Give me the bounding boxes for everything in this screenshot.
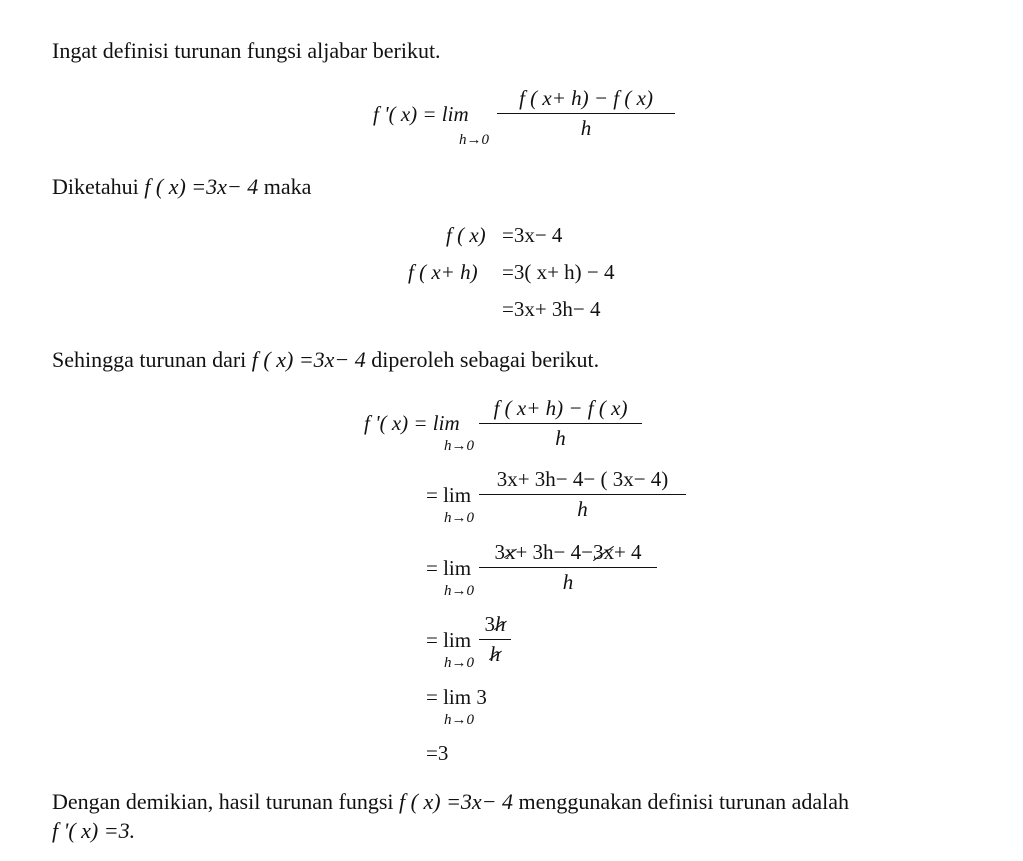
conclusion-result: f '( x) =3. bbox=[52, 818, 136, 843]
step-3-subscript: h→0 bbox=[444, 583, 474, 599]
given-line-1-lhs bbox=[446, 222, 486, 248]
step-3-lhs: = lim bbox=[426, 556, 472, 580]
step-1-fraction bbox=[479, 396, 642, 451]
cancelled-x-1: x bbox=[504, 540, 516, 564]
step-4-numerator bbox=[479, 612, 511, 640]
given-line-2-lhs-text: f ( x+ h) bbox=[408, 260, 478, 284]
given-suffix: maka bbox=[258, 174, 312, 199]
derivation-suffix: diperoleh sebagai berikut. bbox=[365, 347, 600, 372]
conclusion-function: f ( x) =3x− 4 bbox=[399, 789, 514, 814]
definition-lhs bbox=[373, 101, 469, 127]
step-1-denominator: h bbox=[555, 426, 566, 450]
step-1-lhs bbox=[364, 410, 460, 436]
step-2-numerator: 3x+ 3h− 4− ( 3x− 4) bbox=[479, 467, 686, 495]
step-3-fraction bbox=[479, 540, 657, 595]
definition-numerator: f ( x+ h) − f ( x) bbox=[497, 86, 675, 114]
given-line-2-lhs bbox=[408, 259, 478, 285]
given-paragraph bbox=[52, 172, 311, 202]
given-line-1-rhs: =3x− 4 bbox=[502, 223, 563, 247]
step-6-result: =3 bbox=[426, 741, 449, 765]
given-line-1-lhs-text: f ( x) bbox=[446, 223, 486, 247]
step-5-subscript: h→0 bbox=[444, 712, 474, 728]
step-2-denominator: h bbox=[577, 497, 588, 521]
conclusion-line-1 bbox=[52, 787, 849, 817]
conclusion-line-2 bbox=[52, 816, 135, 846]
definition-limit-subscript: h→0 bbox=[459, 132, 489, 148]
step-4-num-3: 3 bbox=[484, 612, 495, 636]
conclusion-prefix: Dengan demikian, hasil turunan fungsi bbox=[52, 789, 400, 814]
step-2-fraction bbox=[479, 467, 686, 522]
derivation-paragraph bbox=[52, 345, 599, 375]
cancelled-h-bottom: h bbox=[489, 642, 501, 666]
given-function: f ( x) =3x− 4 bbox=[144, 174, 259, 199]
cancelled-3x: 3x bbox=[592, 540, 614, 564]
definition-fraction bbox=[497, 86, 675, 141]
derivation-prefix: Sehingga turunan dari bbox=[52, 347, 252, 372]
step-3-num-part-a: 3 bbox=[494, 540, 505, 564]
given-prefix: Diketahui bbox=[52, 174, 145, 199]
definition-denominator: h bbox=[580, 116, 592, 140]
step-3-numerator bbox=[479, 540, 657, 568]
step-2-lhs: = lim bbox=[426, 483, 472, 507]
derivation-function: f ( x) =3x− 4 bbox=[251, 347, 366, 372]
step-4-subscript: h→0 bbox=[444, 655, 474, 671]
step-1-lhs-text: f '( x) = lim bbox=[364, 411, 460, 435]
step-3-denominator: h bbox=[562, 570, 574, 594]
step-1-numerator: f ( x+ h) − f ( x) bbox=[479, 396, 642, 424]
intro-paragraph: Ingat definisi turunan fungsi aljabar berikut. bbox=[52, 38, 441, 63]
step-5-lhs: = lim 3 bbox=[426, 685, 487, 709]
given-line-3-rhs: =3x+ 3h− 4 bbox=[502, 297, 601, 321]
step-2-subscript: h→0 bbox=[444, 510, 474, 526]
step-3-num-part-e: + 4 bbox=[613, 540, 642, 564]
step-1-subscript: h→0 bbox=[444, 438, 474, 454]
given-line-2-rhs: =3( x+ h) − 4 bbox=[502, 260, 615, 284]
cancelled-h-top: h bbox=[495, 612, 506, 636]
step-4-fraction bbox=[479, 612, 511, 667]
step-3-num-part-c: + 3h− 4− bbox=[515, 540, 593, 564]
conclusion-suffix: menggunakan definisi turunan adalah bbox=[513, 789, 850, 814]
step-4-denominator bbox=[479, 640, 511, 667]
definition-lhs-text: f '( x) = lim bbox=[373, 102, 469, 126]
step-4-lhs: = lim bbox=[426, 628, 472, 652]
